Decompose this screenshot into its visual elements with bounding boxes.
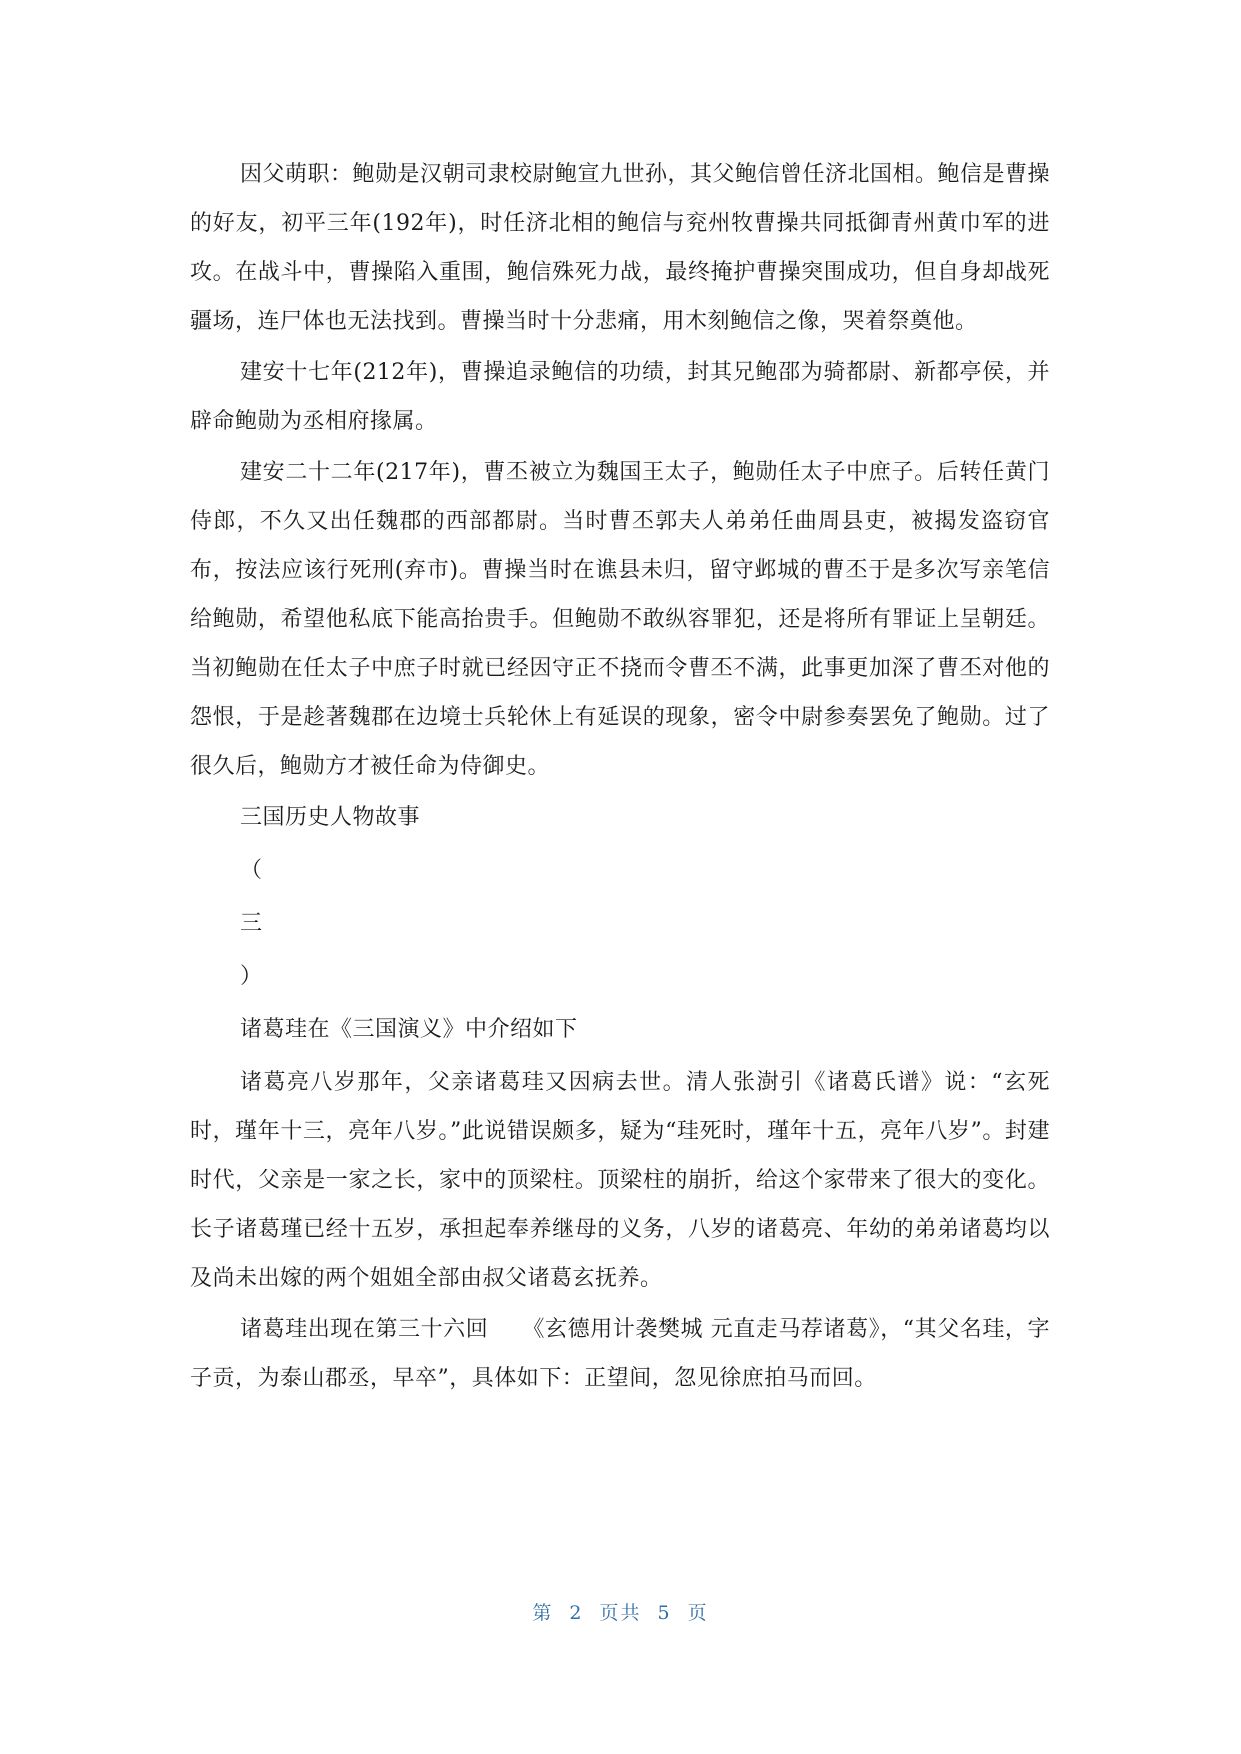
footer-page-number: 2 [569,1602,584,1624]
paragraph-zhuge-liang-childhood: 诸葛亮八岁那年，父亲诸葛珪又因病去世。清人张澍引《诸葛氏谱》说：“玄死时，瑾年十三，亮年八岁。”此说错误颇多，疑为“珪死时，瑾年十五，亮年八岁”。封建时代，父亲是一家之长，家中的顶梁柱。顶梁柱的崩折，给这个家带来了很大的变化。长子诸葛瑾已经十五岁，承担起奉养继母的义务，八岁的诸葛亮、年幼的弟弟诸葛均以及尚未出嫁的两个姐姐全部由叔父诸葛玄抚养。 [190,1070,1050,1291]
paragraph-jianan-17: 建安十七年(212年)，曹操追录鲍信的功绩，封其兄鲍邵为骑都尉、新都亭侯，并辟命鲍勋为丞相府掾属。 [190,360,1050,434]
document-body [190,150,1050,1405]
footer-total-pages: 5 [657,1602,672,1624]
section-number: 三 [240,911,263,936]
paragraph-jianan-22: 建安二十二年(217年)，曹丕被立为魏国王太子，鲍勋任太子中庶子。后转任黄门侍郎，不久又出任魏郡的西部都尉。当时曹丕郭夫人弟弟任曲周县吏，被揭发盗窃官布，按法应该行死刑(弃市)。曹操当时在谯县未归，留守邺城的曹丕于是多次写亲笔信给鲍勋，希望他私底下能高抬贵手。但鲍勋不敢纵容罪犯，还是将所有罪证上呈朝廷。当初鲍勋在任太子中庶子时就已经因守正不挠而令曹丕不满，此事更加深了曹丕对他的怨恨，于是趁著魏郡在边境士兵轮休上有延误的现象，密令中尉参奏罢免了鲍勋。过了很久后，鲍勋方才被任命为侍御史。 [190,460,1050,779]
section-number-open-paren: （ [240,858,263,883]
paragraph-bao-xun-origin: 因父萌职：鲍勋是汉朝司隶校尉鲍宣九世孙，其父鲍信曾任济北国相。鲍信是曹操的好友，初平三年(192年)，时任济北相的鲍信与兖州牧曹操共同抵御青州黄巾军的进攻。在战斗中，曹操陷入重围，鲍信殊死力战，最终掩护曹操突围成功，但自身却战死疆场，连尸体也无法找到。曹操当时十分悲痛，用木刻鲍信之像，哭着祭奠他。 [190,162,1051,334]
footer-label-ye: 页 [687,1602,709,1624]
section-number-close-paren: ） [240,964,263,989]
paragraph-zhuge-gui-novel: 诸葛珪出现在第三十六回 《玄德用计袭樊城 元直走马荐诸葛》，“其父名珪，字子贡，为泰山郡丞，早卒”，具体如下：正望间，忽见徐庶拍马而回。 [190,1317,1050,1391]
footer-label-ye-gong: 页共 [599,1602,642,1624]
footer-label-di: 第 [532,1602,554,1624]
subsection-heading: 诸葛珪在《三国演义》中介绍如下 [240,1017,578,1042]
section-heading: 三国历史人物故事 [240,805,421,830]
page-footer [0,1598,1241,1625]
